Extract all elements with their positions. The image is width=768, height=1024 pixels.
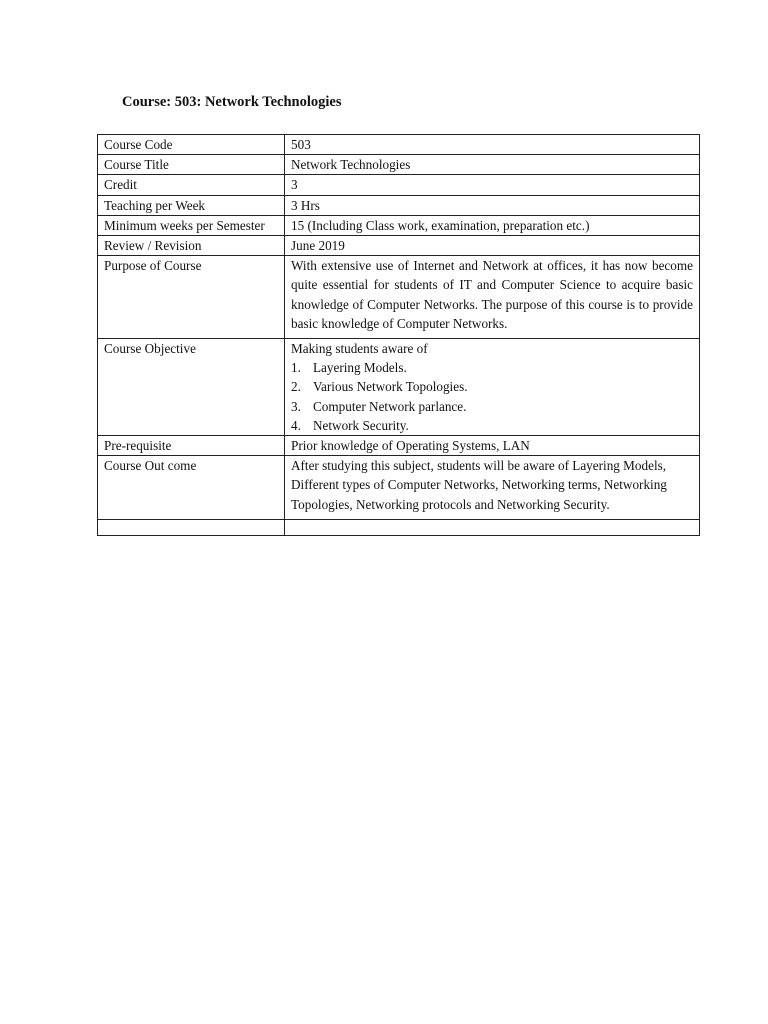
row-value: June 2019 — [285, 236, 700, 256]
list-text: Various Network Topologies. — [313, 379, 468, 395]
list-number: 2. — [291, 379, 301, 395]
list-item — [291, 416, 693, 435]
row-label: Course Out come — [98, 456, 285, 520]
list-item — [291, 358, 693, 377]
objective-intro: Making students aware of — [291, 341, 428, 357]
table-row — [98, 175, 700, 195]
table-row — [98, 135, 700, 155]
list-item — [291, 397, 693, 416]
table-row — [98, 436, 700, 456]
list-number: 4. — [291, 417, 301, 433]
empty-row — [98, 519, 700, 535]
row-label: Course Title — [98, 155, 285, 175]
row-label: Credit — [98, 175, 285, 195]
row-label: Course Code — [98, 135, 285, 155]
objective-cell — [285, 339, 700, 436]
table-row — [98, 256, 700, 339]
row-value: 3 — [285, 175, 700, 195]
page-title: Course: 503: Network Technologies — [122, 94, 342, 110]
row-value: 15 (Including Class work, examination, preparation etc.) — [285, 215, 700, 235]
list-text: Computer Network parlance. — [313, 398, 467, 414]
row-label: Review / Revision — [98, 236, 285, 256]
row-label: Course Objective — [98, 339, 285, 436]
row-value: 503 — [285, 135, 700, 155]
table-row — [98, 339, 700, 436]
row-label: Minimum weeks per Semester — [98, 215, 285, 235]
empty-cell — [285, 519, 700, 535]
row-value: Network Technologies — [285, 155, 700, 175]
row-value: 3 Hrs — [285, 195, 700, 215]
row-label: Teaching per Week — [98, 195, 285, 215]
row-label: Purpose of Course — [98, 256, 285, 339]
list-item — [291, 377, 693, 396]
table-row — [98, 155, 700, 175]
table-row — [98, 215, 700, 235]
list-number: 1. — [291, 360, 301, 376]
row-label: Pre-requisite — [98, 436, 285, 456]
objective-list — [291, 358, 693, 435]
table-row — [98, 195, 700, 215]
empty-cell — [98, 519, 285, 535]
table-row — [98, 456, 700, 520]
list-text: Layering Models. — [313, 360, 407, 376]
list-text: Network Security. — [313, 417, 409, 433]
list-number: 3. — [291, 398, 301, 414]
course-details-table — [97, 134, 700, 536]
row-value: After studying this subject, students will be aware of Layering Models, Different types of Computer Networks, Networking terms, Networking Topologies, Networking protocols and Networking Security. — [285, 456, 700, 520]
table-row — [98, 236, 700, 256]
row-value: With extensive use of Internet and Network at offices, it has now become quite essential for students of IT and Computer Science to acquire basic knowledge of Computer Networks. The purpose of this course is to provide basic knowledge of Computer Networks. — [285, 256, 700, 339]
row-value: Prior knowledge of Operating Systems, LAN — [285, 436, 700, 456]
